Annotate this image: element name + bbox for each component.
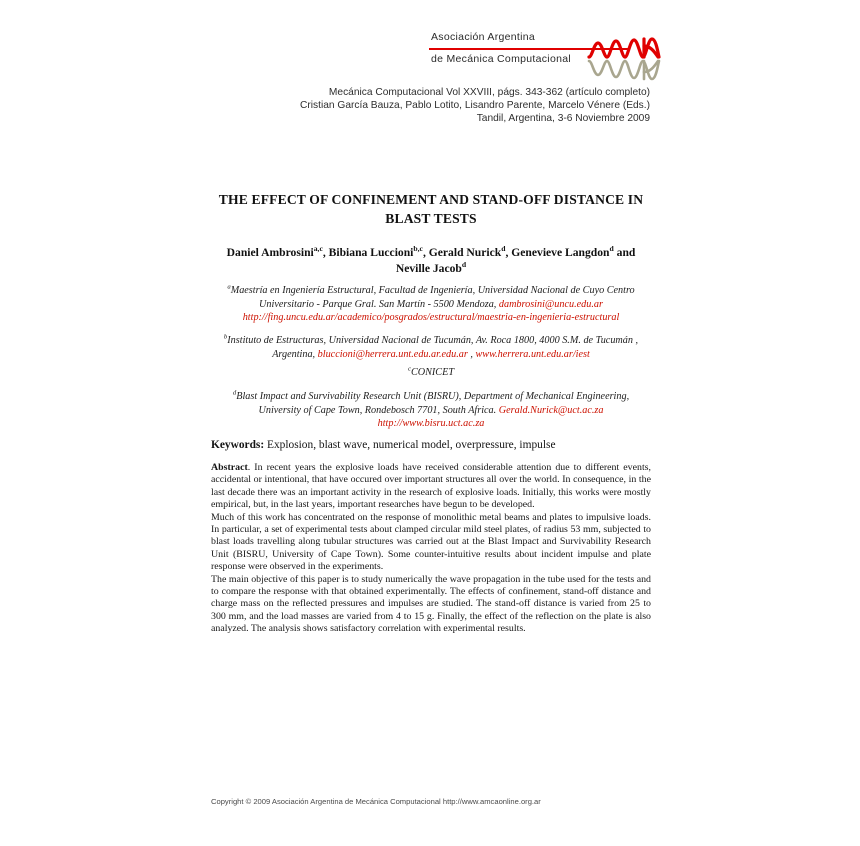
author-1-affil-marker: a,c [313, 244, 323, 254]
affiliation-d-email[interactable]: Gerald.Nurick@uct.ac.za [498, 404, 604, 416]
author-line-1 [211, 245, 651, 261]
author-3-affil-marker: d [501, 244, 506, 254]
affiliation-d [211, 390, 651, 431]
journal-citation-block [210, 86, 650, 126]
affiliation-b-separator: , [467, 348, 476, 360]
author-line-2 [211, 261, 651, 277]
affiliation-a-text: Maestría en Ingeniería Estructural, Facultad de Ingeniería, Universidad Nacional de Cuyo Centro Universitario - Parque Gral. San Martín - 5500 Mendoza, [230, 285, 635, 310]
author-2-name: , Bibiana Luccioni [322, 246, 414, 259]
citation-venue-date: Tandil, Argentina, 3-6 Noviembre 2009 [476, 113, 650, 125]
affiliation-a [211, 284, 651, 325]
keywords-label: Keywords: [211, 439, 265, 451]
affiliation-b-email[interactable]: bluccioni@herrera.unt.edu.ar.edu.ar [317, 348, 468, 360]
footer-copyright: Copyright © 2009 Asociación Argentina de Mecánica Computacional http://www.amcaonline.org.ar [211, 797, 541, 806]
abstract-paragraph-2: Much of this work has concentrated on the response of monolithic metal beams and plates to impulsive loads. In particular, a set of experimental tests about clamped circular mild steel plates, of radius 53 mm, subjected to blast loads travelling along tubular structures was carried out at the Blast Impact and Survivability Research Unit (BISRU, University of Cape Town). Some counter-intuitive results about incident impulse and plate response were observed in the experiments. [211, 511, 651, 573]
keywords-value: Explosion, blast wave, numerical model, overpressure, impulse [264, 439, 556, 451]
amca-logo-icon [587, 27, 661, 82]
title-line-2: BLAST TESTS [385, 211, 477, 226]
author-1-name: Daniel Ambrosini [226, 246, 314, 259]
abstract-block [211, 462, 651, 636]
author-list [211, 245, 651, 277]
affiliation-c [211, 366, 651, 380]
affiliation-a-url[interactable]: http://fing.uncu.edu.ar/academico/posgrados/estructural/maestria-en-ingenieria-estructural [242, 312, 620, 324]
author-5-name: Neville Jacob [395, 262, 462, 275]
keywords-block [211, 438, 651, 453]
abstract-paragraph-1 [211, 462, 651, 512]
citation-volume-pages: Mecánica Computacional Vol XXVIII, págs. 343-362 (artículo completo) [328, 87, 650, 98]
author-3-name: , Gerald Nurick [422, 246, 502, 259]
abstract-paragraph-1-text: . In recent years the explosive loads have received considerable attention due to different events, accidental or intentional, that have occured over important structures all over the world. In consequence, in the last decade there was an important activity in the research of explosive loads. Initially, this works were mostly empirical, but, in the last years, important researches have begun to be developed. [211, 462, 651, 511]
title-line-1: THE EFFECT OF CONFINEMENT AND STAND-OFF DISTANCE IN [218, 192, 644, 207]
affiliation-b-text: Instituto de Estructuras, Universidad Nacional de Tucumán, Av. Roca 1800, 4000 S.M. de Tucumán , Argentina, [227, 335, 639, 360]
affiliation-b-url[interactable]: www.herrera.unt.edu.ar/iest [475, 348, 590, 360]
citation-editors: Cristian García Bauza, Pablo Lotito, Lisandro Parente, Marcelo Vénere (Eds.) [300, 100, 650, 112]
author-2-affil-marker: b,c [413, 244, 423, 254]
abstract-paragraph-3: The main objective of this paper is to study numerically the wave propagation in the tube used for the tests and to compare the response with that obtained experimentally. The effects of confinement, stand-off distance and charge mass on the reflected pressures and impulses are studied. The stand-off distance is varied from 25 to 300 mm, and the load masses are varied from 4 to 15 g. Finally, the effect of the reflection on the plate is also analyzed. The analysis shows satisfactory correlation with experimental results. [211, 573, 651, 635]
abstract-label: Abstract [211, 462, 248, 473]
author-5-affil-marker: d [461, 260, 467, 270]
affiliation-a-marker: a [227, 283, 231, 291]
affiliation-b-marker: b [223, 333, 228, 341]
masthead-association-line: Asociación Argentina [431, 31, 536, 43]
author-conjunction: and [613, 246, 636, 259]
author-4-name: , Genevieve Langdon [505, 246, 610, 259]
affiliation-d-url[interactable]: http://www.bisru.uct.ac.za [377, 418, 485, 430]
affiliation-c-marker: c [407, 365, 411, 373]
masthead-subject-line: de Mecánica Computacional [431, 53, 571, 65]
affiliation-b [211, 334, 651, 361]
author-4-affil-marker: d [609, 244, 614, 254]
affiliation-c-text: CONICET [410, 367, 454, 378]
affiliation-a-email[interactable]: dambrosini@uncu.edu.ar [498, 298, 603, 310]
journal-masthead [429, 30, 661, 82]
affiliation-d-marker: d [232, 389, 237, 397]
page-title [211, 190, 651, 228]
affiliation-d-text: Blast Impact and Survivability Research Unit (BISRU), Department of Mechanical Engineering, University of Cape Town, Rondebosch 7701, South Africa. [236, 391, 630, 416]
